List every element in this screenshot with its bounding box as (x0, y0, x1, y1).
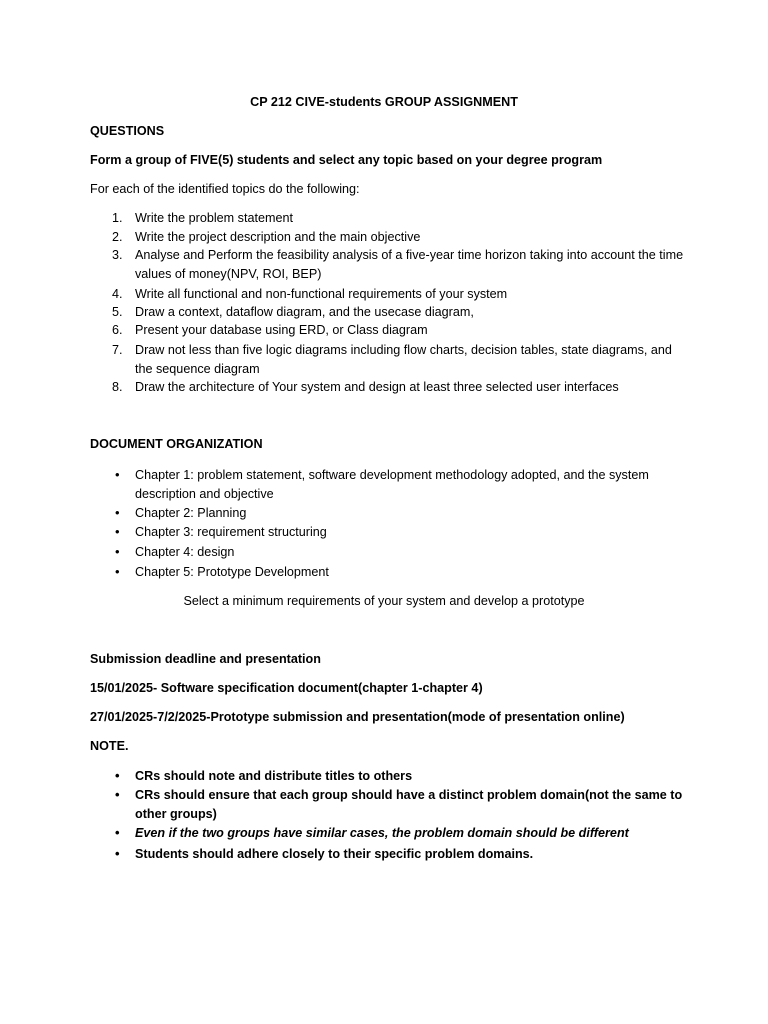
note-text: Even if the two groups have similar cases, the problem domain should be different (135, 826, 629, 840)
chapter-text: Chapter 3: requirement structuring (135, 525, 327, 539)
task-number: 4. (112, 287, 123, 301)
chapter-text: Chapter 5: Prototype Development (135, 565, 329, 579)
task-number: 5. (112, 305, 123, 319)
task-number: 2. (112, 230, 123, 244)
task-text: Write the project description and the main objective (135, 230, 421, 244)
task-number: 1. (112, 211, 123, 225)
task-number: 6. (112, 323, 123, 337)
chapter-item (112, 563, 692, 582)
task-item (112, 341, 692, 378)
chapter-item (112, 466, 692, 503)
bullet-icon: • (115, 825, 120, 840)
bullet-icon: • (115, 564, 120, 579)
task-item (112, 246, 692, 283)
task-number: 7. (112, 343, 123, 357)
deadline-specification: 15/01/2025- Software specification document(chapter 1-chapter 4) (90, 681, 483, 695)
task-number: 3. (112, 248, 123, 262)
note-text: Students should adhere closely to their specific problem domains. (135, 847, 534, 861)
note-text: CRs should note and distribute titles to others (135, 769, 413, 783)
topics-intro: For each of the identified topics do the following: (90, 182, 360, 196)
task-item (112, 378, 692, 397)
chapter-item (112, 523, 692, 542)
task-item (112, 209, 692, 228)
bullet-icon: • (115, 768, 120, 783)
chapter-item (112, 543, 692, 562)
questions-heading: QUESTIONS (90, 124, 165, 138)
note-text: CRs should ensure that each group should have a distinct problem domain(not the same to other groups) (135, 788, 683, 821)
task-item (112, 321, 692, 340)
document-organization-heading: DOCUMENT ORGANIZATION (90, 437, 263, 451)
chapter-text: Chapter 1: problem statement, software development methodology adopted, and the system description and objective (135, 468, 649, 501)
task-number: 8. (112, 380, 123, 394)
chapter-item (112, 504, 692, 523)
task-item (112, 285, 692, 304)
submission-heading: Submission deadline and presentation (90, 652, 321, 666)
note-item (112, 845, 692, 864)
chapter-text: Chapter 4: design (135, 545, 235, 559)
task-text: Draw a context, dataflow diagram, and the usecase diagram, (135, 305, 474, 319)
task-item (112, 303, 692, 322)
note-heading: NOTE. (90, 739, 129, 753)
note-item (112, 824, 692, 843)
task-text: Write the problem statement (135, 211, 293, 225)
task-item (112, 228, 692, 247)
task-text: Draw not less than five logic diagrams including flow charts, decision tables, state diagrams, and the sequence diagram (135, 343, 672, 376)
note-item (112, 786, 692, 823)
task-text: Analyse and Perform the feasibility analysis of a five-year time horizon taking into account the time values of money(NPV, ROI, BEP) (135, 248, 684, 281)
document-title: CP 212 CIVE-students GROUP ASSIGNMENT (250, 95, 518, 109)
deadline-prototype: 27/01/2025-7/2/2025-Prototype submission and presentation(mode of presentation online) (90, 710, 625, 724)
bullet-icon: • (115, 846, 120, 861)
note-item (112, 767, 692, 786)
bullet-icon: • (115, 505, 120, 520)
bullet-icon: • (115, 544, 120, 559)
task-text: Draw the architecture of Your system and design at least three selected user interfaces (135, 380, 619, 394)
bullet-icon: • (115, 524, 120, 539)
prototype-note: Select a minimum requirements of your system and develop a prototype (183, 594, 585, 608)
bullet-icon: • (115, 467, 120, 482)
bullet-icon: • (115, 787, 120, 802)
task-text: Write all functional and non-functional requirements of your system (135, 287, 508, 301)
chapter-text: Chapter 2: Planning (135, 506, 247, 520)
group-instruction: Form a group of FIVE(5) students and select any topic based on your degree program (90, 153, 603, 167)
task-text: Present your database using ERD, or Class diagram (135, 323, 428, 337)
